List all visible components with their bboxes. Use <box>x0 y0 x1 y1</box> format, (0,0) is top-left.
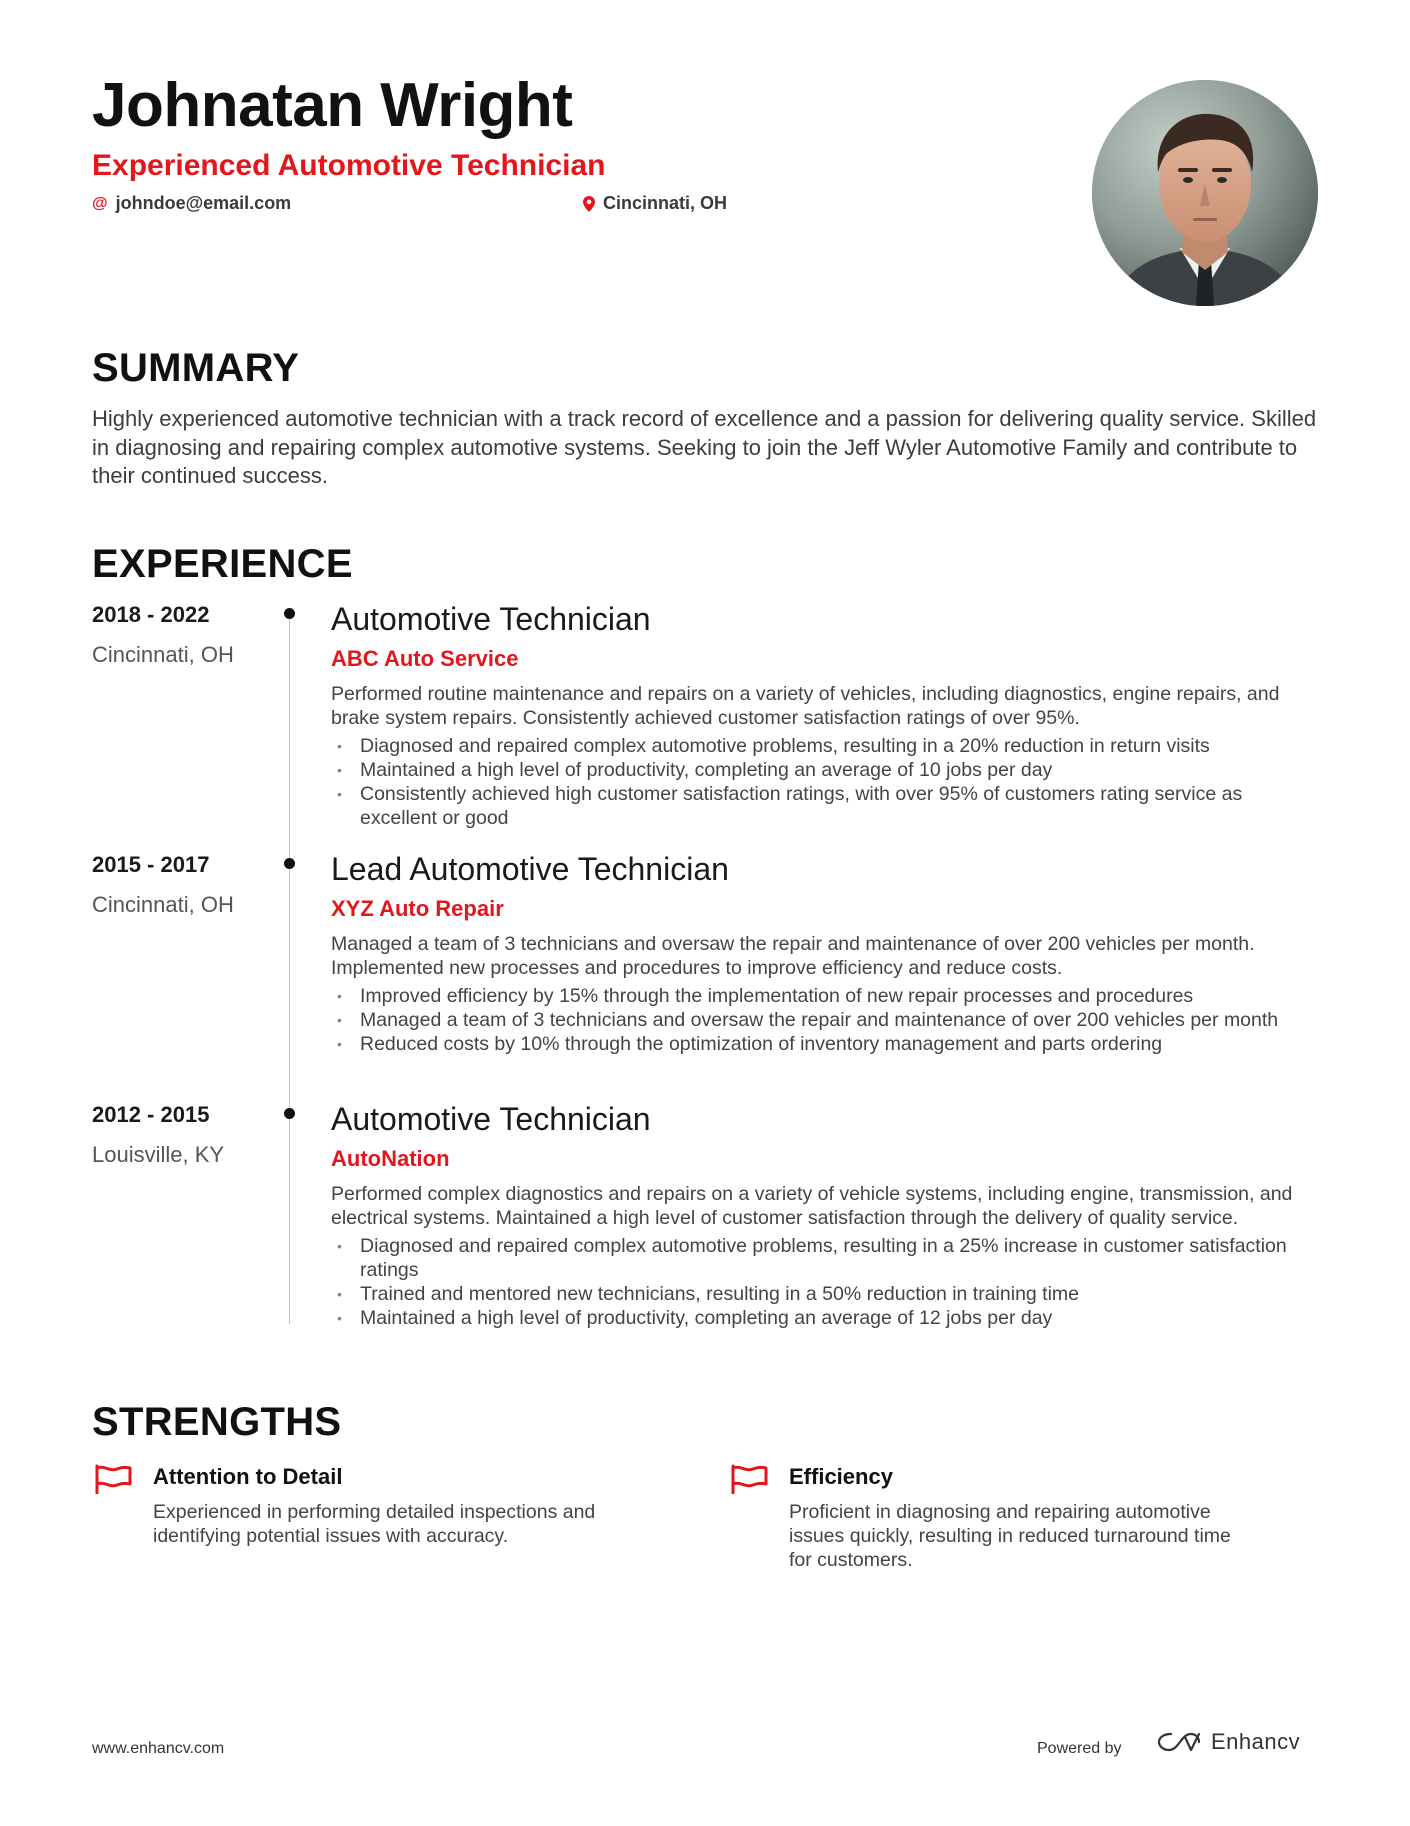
email-text: johndoe@email.com <box>115 193 292 213</box>
timeline-dot <box>284 608 295 619</box>
experience-bullet: • Diagnosed and repaired complex automotive problems, resulting in a 25% increase in customer satisfaction ratings <box>331 1234 1321 1282</box>
experience-company: AutoNation <box>331 1146 450 1171</box>
experience-bullet: • Diagnosed and repaired complex automotive problems, resulting in a 20% reduction in return visits <box>331 734 1321 758</box>
enhancv-logo-icon <box>1155 1729 1203 1755</box>
experience-role: Automotive Technician <box>331 601 651 637</box>
experience-location: Cincinnati, OH <box>92 642 234 667</box>
timeline-line <box>289 612 290 1324</box>
flag-icon <box>94 1464 132 1494</box>
experience-role: Lead Automotive Technician <box>331 851 729 887</box>
experience-description: Performed routine maintenance and repairs on a variety of vehicles, including diagnostics, engine repairs, and brake system repairs. Consistently achieved customer satisfaction ratings of over 95%. <box>331 683 1280 729</box>
experience-bullet: • Trained and mentored new technicians, resulting in a 50% reduction in training time <box>331 1282 1321 1306</box>
experience-body <box>331 682 1321 830</box>
experience-heading: EXPERIENCE <box>92 542 353 586</box>
summary-heading: SUMMARY <box>92 346 300 390</box>
strength-description: Proficient in diagnosing and repairing automotive issues quickly, resulting in reduced turnaround time for customers. <box>789 1501 1231 1571</box>
experience-bullet: • Managed a team of 3 technicians and oversaw the repair and maintenance of over 200 vehicles per month <box>331 1008 1321 1032</box>
strengths-heading: STRENGTHS <box>92 1400 342 1444</box>
strength-title: Attention to Detail <box>153 1464 343 1489</box>
experience-body <box>331 1182 1321 1330</box>
footer-powered-by: Powered by <box>1037 1740 1122 1757</box>
experience-bullets <box>331 1234 1321 1330</box>
enhancv-logo[interactable] <box>1155 1729 1300 1755</box>
experience-bullet: • Reduced costs by 10% through the optimization of inventory management and parts ordering <box>331 1032 1321 1056</box>
experience-bullet: • Maintained a high level of productivity, completing an average of 12 jobs per day <box>331 1306 1321 1330</box>
experience-dates: 2018 - 2022 <box>92 602 210 627</box>
experience-dates: 2012 - 2015 <box>92 1102 210 1127</box>
experience-bullets <box>331 984 1321 1056</box>
experience-bullets <box>331 734 1321 830</box>
location-text: Cincinnati, OH <box>603 193 728 213</box>
location-pin-icon <box>583 196 595 212</box>
experience-company: ABC Auto Service <box>331 646 519 671</box>
enhancv-brand-text: Enhancv <box>1211 1729 1301 1754</box>
experience-description: Performed complex diagnostics and repairs on a variety of vehicle systems, including engine, transmission, and electrical systems. Maintained a high level of customer satisfaction through the delivery of quality service. <box>331 1183 1293 1229</box>
experience-location: Louisville, KY <box>92 1142 225 1167</box>
experience-bullet: • Consistently achieved high customer satisfaction ratings, with over 95% of customers rating service as excellent or good <box>331 782 1321 830</box>
contact-location <box>583 193 727 214</box>
experience-bullet: • Maintained a high level of productivity, completing an average of 10 jobs per day <box>331 758 1321 782</box>
experience-description: Managed a team of 3 technicians and oversaw the repair and maintenance of over 200 vehicles per month. Implemented new processes and procedures to improve efficiency and reduce costs. <box>331 933 1255 979</box>
footer-website-link[interactable]: www.enhancv.com <box>92 1740 225 1757</box>
strength-title: Efficiency <box>789 1464 893 1489</box>
timeline-dot <box>284 858 295 869</box>
candidate-title: Experienced Automotive Technician <box>92 149 606 182</box>
at-sign-icon: @ <box>92 194 108 212</box>
profile-photo <box>1092 80 1318 306</box>
experience-body <box>331 932 1321 1056</box>
experience-bullet: • Improved efficiency by 15% through the implementation of new repair processes and procedures <box>331 984 1321 1008</box>
experience-role: Automotive Technician <box>331 1101 651 1137</box>
summary-text: Highly experienced automotive technician with a track record of excellence and a passion for delivering quality service. Skilled in diagnosing and repairing complex automotive systems. Seeking to join the Jeff Wyler Automotive Family and contribute to their continued success. <box>92 406 1317 488</box>
strength-description: Experienced in performing detailed inspections and identifying potential issues with accuracy. <box>153 1501 596 1547</box>
timeline-dot <box>284 1108 295 1119</box>
candidate-name: Johnatan Wright <box>92 71 573 140</box>
flag-icon <box>730 1464 768 1494</box>
experience-company: XYZ Auto Repair <box>331 896 504 921</box>
experience-dates: 2015 - 2017 <box>92 852 210 877</box>
contact-email[interactable] <box>92 193 291 214</box>
experience-location: Cincinnati, OH <box>92 892 234 917</box>
